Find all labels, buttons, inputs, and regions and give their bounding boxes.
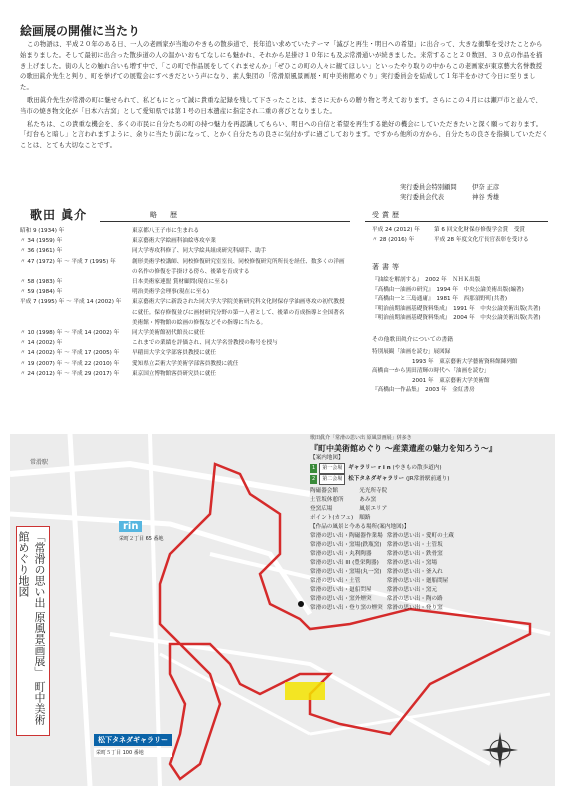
- divider: [365, 221, 548, 222]
- history-row: 〃 58 (1983) 年 日本美術家連盟 賞材顧問(現在に至る): [20, 279, 228, 286]
- signature-role: 実行委員会代表: [400, 194, 445, 201]
- history-row: 〃 10 (1998) 年 ～ 平成 14 (2002) 年 同大学美術館初代館長に就任: [20, 330, 205, 337]
- history-row: 平成 7 (1995) 年 ～ 平成 14 (2002) 年 東京藝術大学に新設された同大学大学院美術研究科文化財保存学油画専攻の初代教授に就任。保存修復並びに画材研究分野の第一人者として、後輩の育成指導と全国著名美術館・博物館の絵画の修復などその指導に当たる。: [20, 299, 345, 326]
- page-title: 絵画展の開催に当たり: [20, 24, 141, 38]
- book-item: 『高橋由一と三島通庸』 1981 年 西那須野町(共著): [372, 296, 508, 303]
- books-heading: 著書等: [372, 263, 402, 271]
- book-item: 『高橋由一油画の研究』 1994 年 中央公論美術出版(編著): [372, 286, 524, 293]
- map-legend: [310, 434, 555, 734]
- signature-role: 実行委員会特別顧問: [400, 184, 457, 191]
- books-list: [372, 276, 541, 324]
- route-map: [10, 434, 555, 786]
- legend-subtitle: 歌田眞介「常滑の思い出 原風景画展」併多き: [310, 435, 412, 441]
- intro-paragraph: 私たちは、この貴重な機会を、多くの市民に自分たちの町の持つ魅力を再認識してもらい、明日への自信と希望を再生する絶好の機会にしていただきたいと深く願っております。「灯台もと暗し」と言われますように、余りに当たり前になって、とかく自分たちの良さに気付かずに過ごしております。ですから他所の方から、自分たちの良さを指摘していただくことは、とても大切なことです。: [20, 120, 549, 150]
- intro-text: [20, 40, 548, 154]
- signature-line: [400, 182, 540, 191]
- divider: [100, 221, 350, 222]
- station-label: 常滑駅: [30, 459, 49, 466]
- history-row: 〃 47 (1972) 年 ～ 平成 7 (1995) 年 創形美術学校講師、同校修復研究室室長、同校修復研究所所長を経任、数多くの洋画の名作の修復を手掛ける傍ら、後輩を育成する: [20, 258, 345, 275]
- rin-caption: 栄町２丁目 65 番地: [119, 536, 164, 542]
- signature-name: 伊奈 正彦: [472, 184, 500, 191]
- book-item: 『油絵を解剖する』 2002 年 ＮＨＫ出版: [372, 277, 481, 283]
- history-row: 〃 34 (1959) 年 東京藝術大学絵画科油絵専攻卒業: [20, 238, 216, 245]
- other-heading: その他歌田眞介についての書籍: [372, 337, 454, 343]
- symbol-legend: 陶磁器会館 土管坂休憩所 登窯広場 ポイント(カフェ) 光光所寺院 あみ窯 風景エリア 順路: [310, 488, 388, 521]
- gallery-rin-marker: [119, 514, 164, 542]
- history-row: 〃 14 (2002) 年 これまでの業績を評価され、同大学名誉教授の称号を授与: [20, 340, 278, 347]
- history-list: [20, 226, 350, 379]
- venue-row: 1 第一会場 ギャラリー r i n (やきもの散歩道内): [310, 463, 555, 474]
- book-item: 『明治前期油画基礎資料集成』 1991 年 中央公論美術出版(共著): [372, 305, 541, 312]
- works-heading: 【作品の風景と今ある場所(案内地図)】: [310, 524, 410, 530]
- award-row: 平成 24 (2012) 年 第 6 回文化財保存修復学会賞 受賞: [372, 227, 526, 233]
- signature-line: [400, 192, 540, 201]
- history-row: 〃 36 (1961) 年 同大学専攻科修了、同大学絵具組成研究科副手、助手: [20, 248, 267, 255]
- intro-paragraph: 歌田眞介先生が常滑の町に魅せられて、私どもにとって誠に貴重な記録を残して下さったことは、まさに天からの贈り物と考えております。さらにこの４月には瀬戸市と並んで、当市の焼き物文化が「日本六古窯」として愛知県では第１号の日本遺産に指定され二重の喜びとなりました。: [20, 96, 542, 115]
- works-list: 常滑の思い出・陶磁器作業場 常滑の思い出・窯場(鉄瓶窯) 常滑の思い出・丸利陶器 常滑の思い出 III (豊栄陶器) 常滑の思い出・窯場(丸一窯) 常滑の思い出・土管 常滑の思い出・廻船問屋 常滑の思い出・窯外煙突 常滑の思い出・登り窯の煙突 常滑の思い出・愛町の土蔵 常滑の思い出・土管坂 常滑の思い出・鉄骨窯 常滑の思い出・窯場 常滑の思い出・釜入れ 常滑の思い出・廻船問屋 常滑の思い出・窯元 常滑の思い出・陶の路 常滑の思い出・登り窯: [310, 533, 454, 611]
- artist-name: 歌田 眞介: [30, 208, 88, 222]
- history-row: 〃 59 (1984) 年 明治美術学会理事(現在に至る): [20, 289, 210, 296]
- other-list: 特別展観「油画を読む」展図録 1993 年 東京藝術大学藝術資料館陳列館 高橋由一から黒田清輝の時代へ「油画を読む」 2001 年 東京藝術大学美術館 『高橋由一作品集』 2003 年 金紅書房: [372, 349, 518, 394]
- compass-icon: [480, 730, 520, 770]
- gallery-tanada-marker: [94, 734, 172, 757]
- book-item: 『明治前期油画基礎資料集成』 2004 年 中央公論美術出版(共著): [372, 315, 541, 322]
- signature-name: 神谷 秀雄: [472, 194, 500, 201]
- map-vertical-title: 「常滑の思い出 原風景画展」 町中美術館めぐり地図: [16, 526, 50, 736]
- awards-list: [372, 226, 529, 245]
- rin-logo: rin: [119, 521, 142, 532]
- venue-row: 2 第二会場 松下タネダギャラリー (JR常滑駅前通り): [310, 474, 555, 485]
- history-row: 〃 19 (2007) 年 ～ 平成 22 (2010) 年 愛知県立芸術大学美術学部客員教授に就任: [20, 360, 239, 367]
- intro-paragraph: この物語は、平成２０年のある日、一人の老画家が当地のやきもの散歩道で、長年追い求めていたテーマ「滅びと再生・明日への希望」に出合って、大きな衝撃を受けたことから始まりました。そして最初に出合った散歩道の人の温かいおもてなしにも魅かれ、それから足掛け１０年にも及ぶ常滑通いが続きました。来常すること２０数回、３０点の作品を描き上げました。街の人との触れ合いも増す中で、「この町で作品展をしてくれませんか」「ぜひこの町の人々に観てほしい」といったやり取りの中からこの老画家が東京藝大名誉教授の歌田眞介先生と判り、町を挙げての展覧会にすべきだという声になり、素人集団の「常滑原風景画展・町中美術館めぐり」実行委員会を結成して１年半をかけて今日に至りました。: [20, 41, 543, 92]
- history-row: 昭和 9 (1934) 年 東京都八王子市に生まれる: [20, 228, 200, 234]
- awards-heading: 受賞歴: [372, 211, 402, 219]
- history-row: 〃 14 (2002) 年 ～ 平成 17 (2005) 年 早稲田大学文学部客員教授に就任: [20, 350, 216, 357]
- tanada-label: 松下タネダギャラリー: [94, 734, 172, 746]
- award-row: 〃 28 (2016) 年 平成 28 年度文化庁長官表彰を受ける: [372, 236, 529, 243]
- history-row: 〃 24 (2012) 年 ～ 平成 29 (2017) 年 東京国立博物館客員研究員に就任: [20, 370, 216, 377]
- legend-title: 『町中美術館めぐり ～産業遺産の魅力を知ろう～』: [310, 444, 497, 453]
- history-heading: 略 歴: [150, 211, 180, 219]
- tanada-caption: 栄町５丁目 100 番地: [94, 748, 172, 757]
- venue-heading: 【案内地図】: [310, 455, 344, 461]
